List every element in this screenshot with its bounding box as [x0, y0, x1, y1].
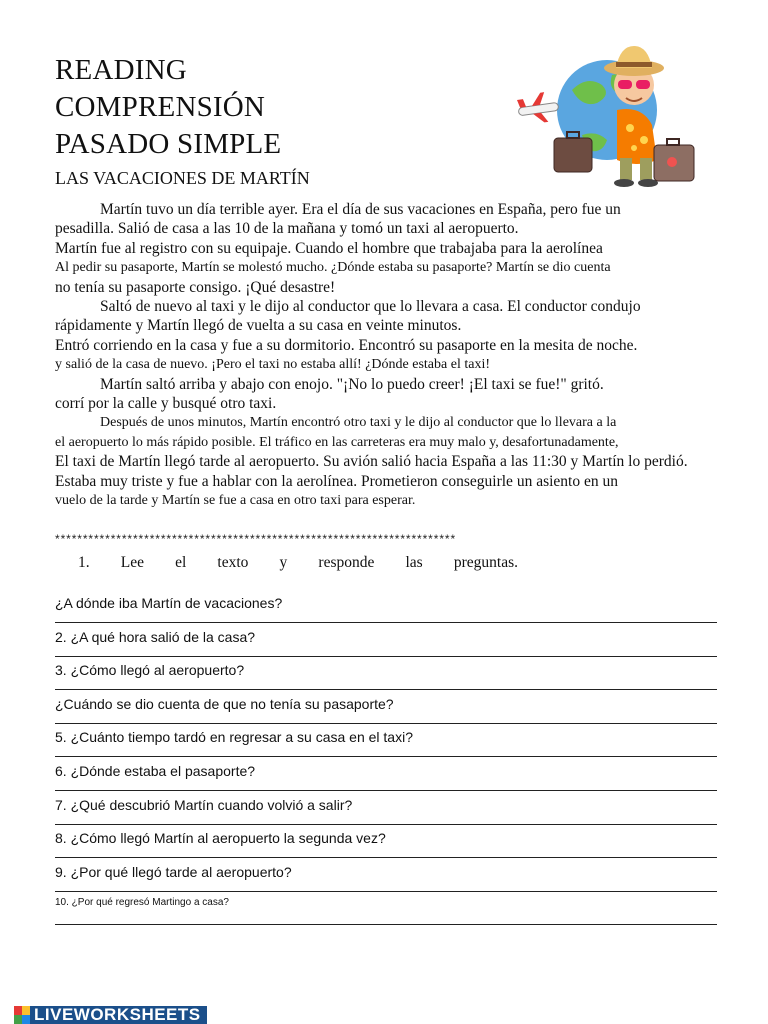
answer-line[interactable]: [55, 824, 717, 825]
question-text: 9. ¿Por qué llegó tarde al aeropuerto?: [55, 863, 292, 880]
story-line: vuelo de la tarde y Martín se fue a casa en otro taxi para esperar.: [55, 493, 416, 509]
story-line: Estaba muy triste y fue a hablar con la aerolínea. Prometieron conseguirle un asiento en un: [55, 472, 618, 490]
question-text: ¿A dónde iba Martín de vacaciones?: [55, 595, 283, 611]
title-line-1: READING: [55, 54, 187, 86]
instruction: [78, 554, 518, 572]
story-line: pesadilla. Salió de casa a las 10 de la mañana y tomó un taxi al aeropuerto.: [55, 220, 519, 238]
story-title: LAS VACACIONES DE MARTÍN: [55, 168, 310, 188]
answer-line[interactable]: [55, 857, 717, 858]
question-text: 5. ¿Cuánto tiempo tardó en regresar a su casa en el taxi?: [55, 729, 413, 746]
story-line: El taxi de Martín llegó tarde al aeropuerto. Su avión salió hacia España a las 11:30 y Martín lo perdió.: [55, 453, 688, 471]
story-line: no tenía su pasaporte consigo. ¡Qué desastre!: [55, 278, 336, 296]
instruction-word: preguntas.: [453, 554, 518, 571]
liveworksheets-logo: [0, 1006, 207, 1024]
question-text: 8. ¿Cómo llegó Martín al aeropuerto la segunda vez?: [55, 830, 386, 847]
question-text: 3. ¿Cómo llegó al aeropuerto?: [55, 662, 245, 679]
question-item: [55, 662, 717, 696]
story-line: Después de unos minutos, Martín encontró otro taxi y le dijo al conductor que lo llevara a la: [100, 415, 617, 431]
liveworksheets-logo-text: LIVEWORKSHEETS: [30, 1006, 207, 1024]
answer-line[interactable]: [55, 622, 717, 623]
question-text: 10. ¿Por qué regresó Martingo a casa?: [55, 897, 229, 909]
questions-list: [55, 595, 717, 931]
question-text: ¿Cuándo se dio cuenta de que no tenía su pasaporte?: [55, 695, 394, 712]
answer-line[interactable]: [55, 723, 717, 724]
answer-line[interactable]: [55, 656, 717, 657]
answer-line[interactable]: [55, 689, 717, 690]
question-item: [55, 629, 717, 663]
traveler-illustration-icon: [512, 40, 704, 190]
liveworksheets-badge-icon: [14, 1006, 30, 1024]
story-line: rápidamente y Martín llegó de vuelta a su casa en veinte minutos.: [55, 317, 462, 335]
title-line-2: COMPRENSIÓN: [55, 91, 266, 123]
instruction-word: y: [279, 554, 288, 571]
story-line: y salió de la casa de nuevo. ¡Pero el taxi no estaba allí! ¿Dónde estaba el taxi!: [55, 357, 490, 373]
story-line: el aeropuerto lo más rápido posible. El tráfico en las carreteras era muy malo y, desafortunadamente,: [55, 434, 619, 450]
question-item: [55, 797, 717, 831]
worksheet-title: [55, 52, 281, 163]
question-item: [55, 830, 717, 864]
story-line: Martín tuvo un día terrible ayer. Era el día de sus vacaciones en España, pero fue un: [100, 201, 621, 218]
question-item: [55, 696, 717, 730]
question-text: 6. ¿Dónde estaba el pasaporte?: [55, 762, 256, 779]
answer-line[interactable]: [55, 924, 717, 925]
story-line: corrí por la calle y busqué otro taxi.: [55, 395, 277, 413]
question-item: [55, 595, 717, 629]
answer-line[interactable]: [55, 891, 717, 892]
instruction-word: responde: [318, 554, 375, 571]
instruction-number: 1.: [78, 554, 90, 571]
story-line: Al pedir su pasaporte, Martín se molestó mucho. ¿Dónde estaba su pasaporte? Martín se dio cuenta: [55, 260, 611, 276]
story-line: Saltó de nuevo al taxi y le dijo al conductor que lo llevara a casa. El conductor condujo: [100, 298, 641, 316]
story-line: Martín saltó arriba y abajo con enojo. "¡No lo puedo creer! ¡El taxi se fue!" gritó.: [100, 375, 604, 393]
question-item: [55, 897, 717, 931]
question-item: [55, 864, 717, 898]
question-text: 7. ¿Qué descubrió Martín cuando volvió a salir?: [55, 796, 353, 813]
instruction-word: Lee: [120, 554, 144, 571]
question-item: [55, 729, 717, 763]
title-line-3: PASADO SIMPLE: [55, 128, 282, 160]
answer-line[interactable]: [55, 790, 717, 791]
instruction-word: las: [405, 554, 423, 571]
story-line: Martín fue al registro con su equipaje. Cuando el hombre que trabajaba para la aerolínea: [55, 239, 603, 257]
answer-line[interactable]: [55, 756, 717, 757]
separator-stars: ************************************************************************: [55, 532, 457, 546]
instruction-word: texto: [217, 554, 249, 571]
question-item: [55, 763, 717, 797]
story-line: Entró corriendo en la casa y fue a su dormitorio. Encontró su pasaporte en la mesita de noche.: [55, 336, 638, 354]
story-text: [55, 200, 755, 511]
question-text: 2. ¿A qué hora salió de la casa?: [55, 628, 256, 645]
instruction-word: el: [175, 554, 187, 571]
